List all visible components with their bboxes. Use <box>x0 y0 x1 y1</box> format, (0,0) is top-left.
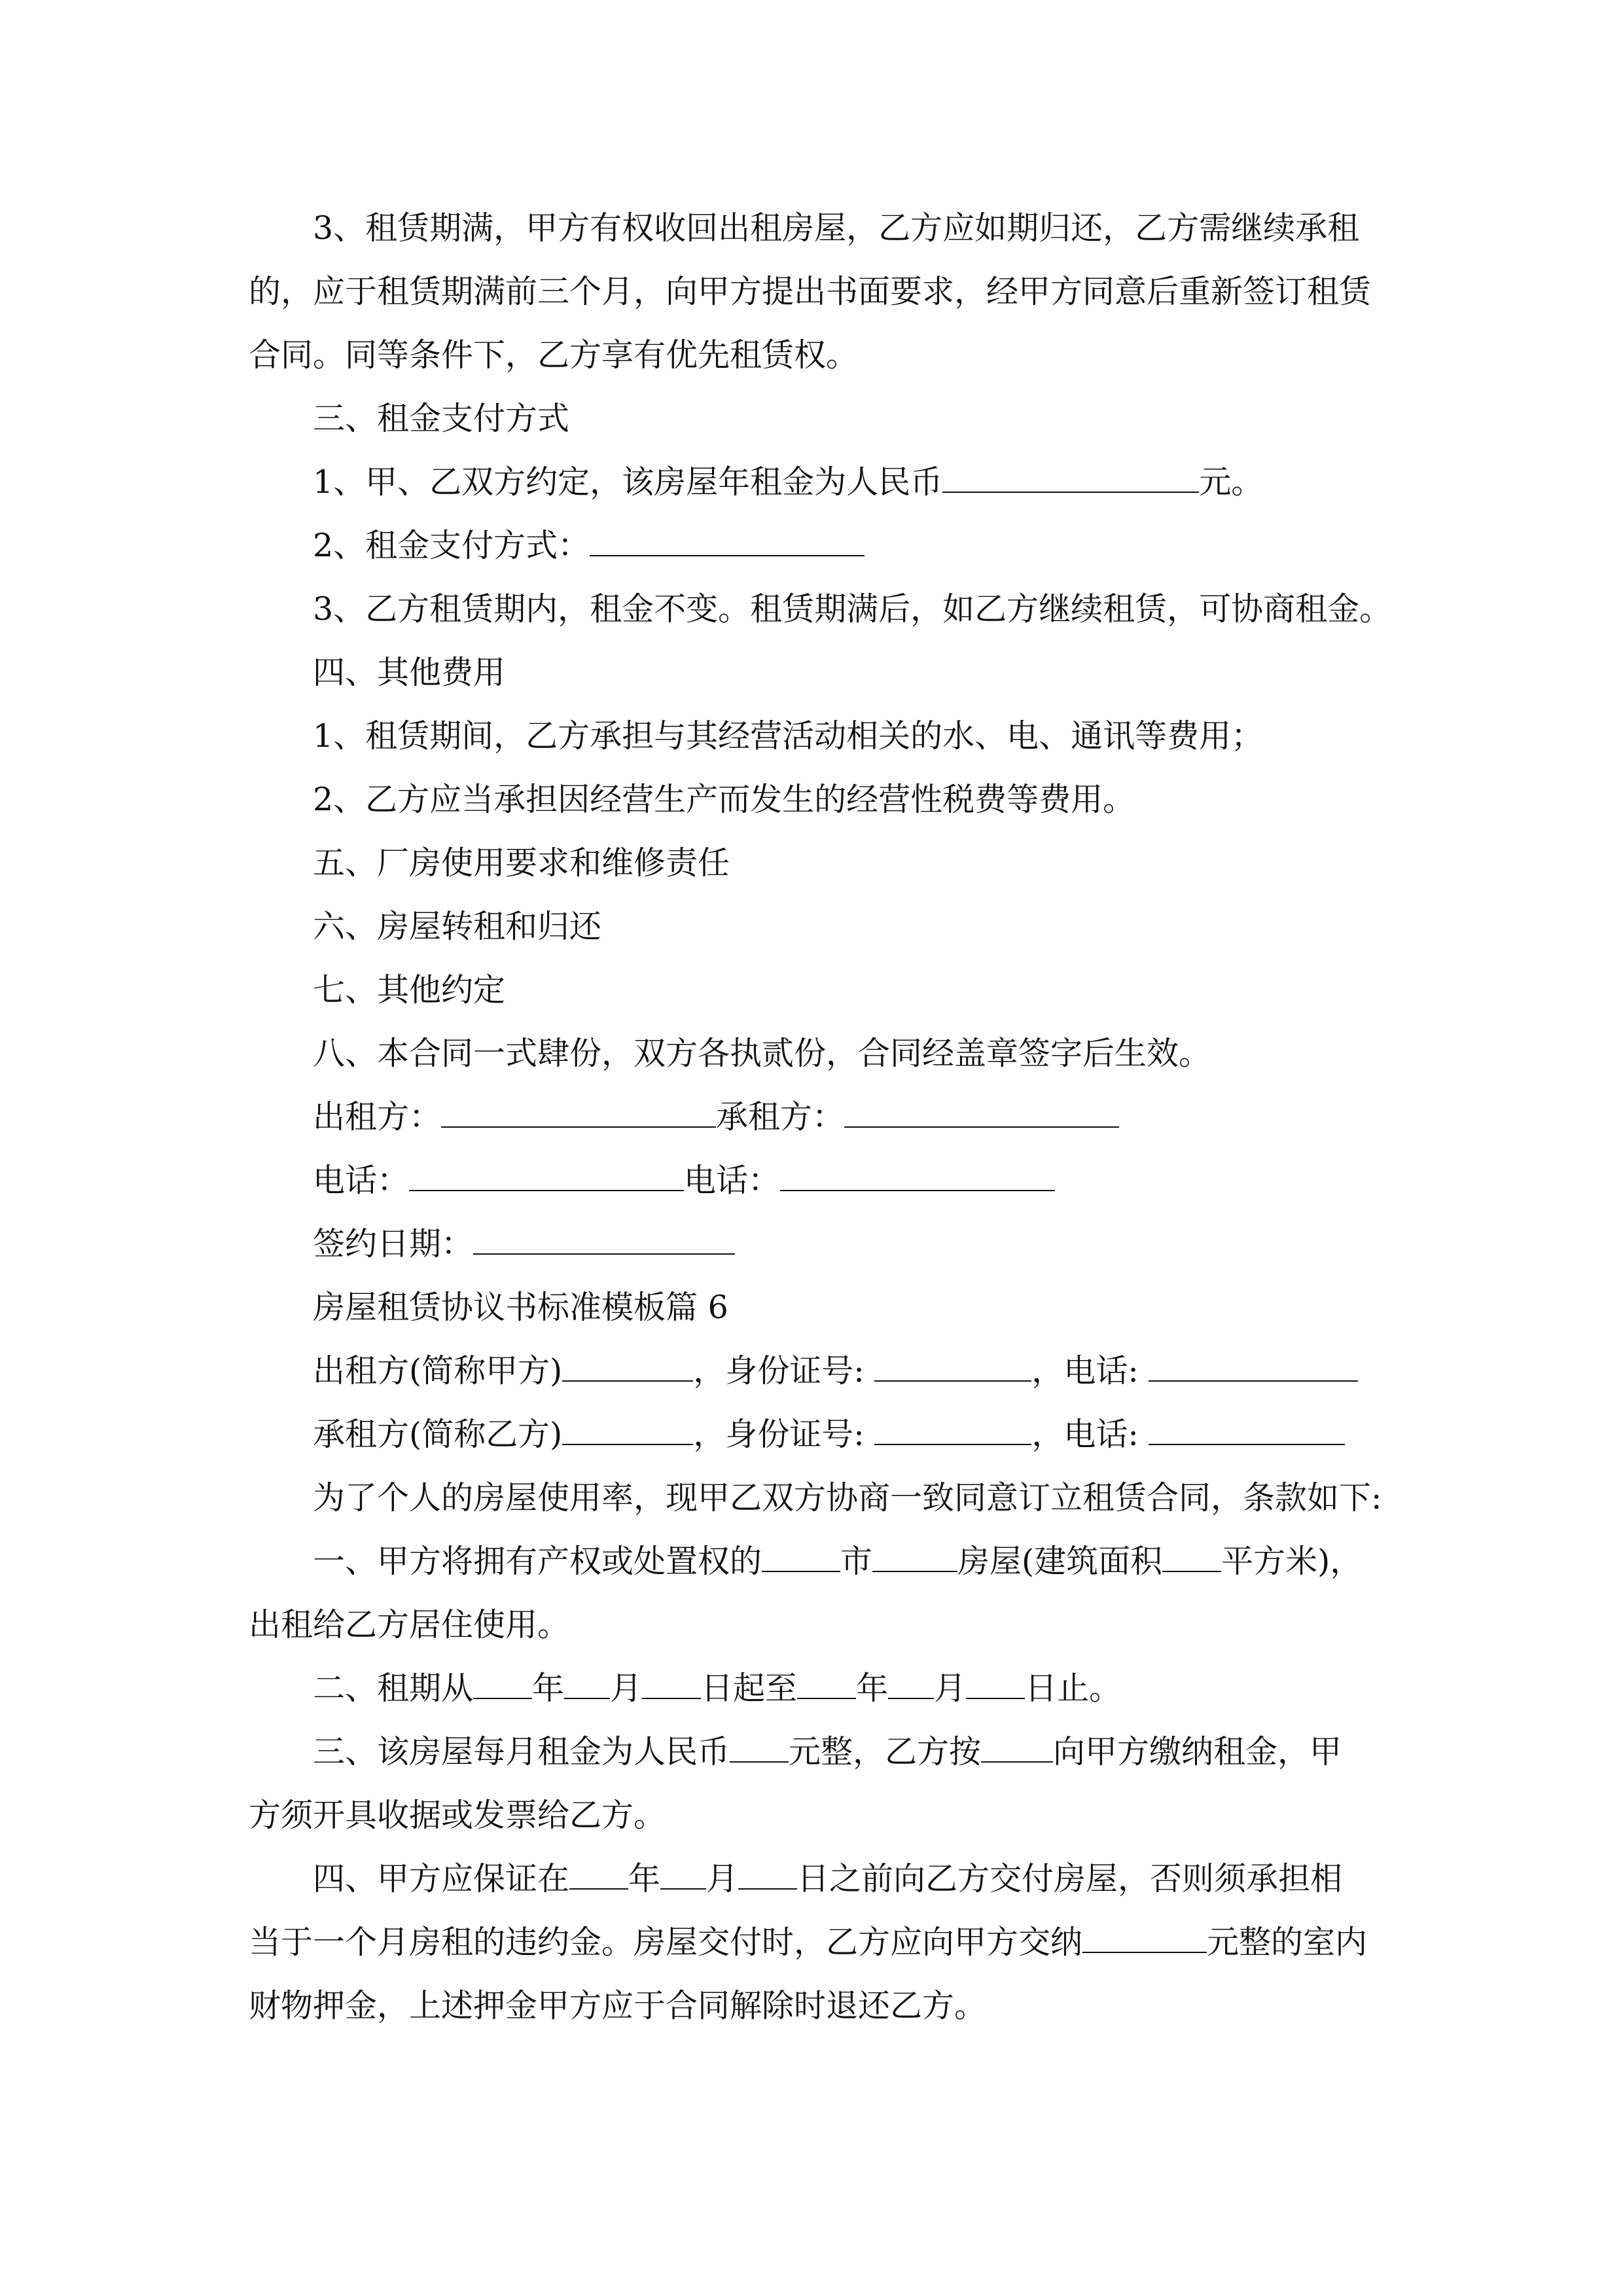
clause-4-text-c: 当于一个月房租的违约金。房屋交付时，乙方应向甲方交纳 <box>249 1924 1083 1961</box>
blank-lessor-phone[interactable] <box>409 1165 684 1191</box>
party-b-phone-label: ，电话: <box>1031 1416 1149 1453</box>
clause-3-line-3: 合同。同等条件下，乙方享有优先租赁权。 <box>249 336 859 374</box>
clause-4-line-2 <box>249 1910 1367 1974</box>
party-a-id-label: ，身份证号: <box>693 1352 875 1390</box>
section-6-heading: 六、房屋转租和归还 <box>313 908 602 945</box>
blank-end-month[interactable] <box>888 1673 934 1699</box>
signature-date <box>313 1212 735 1276</box>
delivery-year-label: 年 <box>628 1860 661 1897</box>
clause-1-line-2: 出租给乙方居住使用。 <box>249 1606 570 1643</box>
blank-monthly-rent[interactable] <box>730 1736 789 1763</box>
clause-1-line-1 <box>313 1530 1362 1593</box>
party-b-label: 承租方(简称乙方) <box>313 1416 563 1453</box>
delivery-month-label: 月 <box>706 1860 739 1897</box>
start-year-label: 年 <box>532 1670 565 1707</box>
blank-annual-rent[interactable] <box>942 467 1199 493</box>
blank-party-a-phone[interactable] <box>1149 1355 1358 1382</box>
fee-item-1: 1、租赁期间，乙方承担与其经营活动相关的水、电、通讯等费用； <box>313 717 1264 755</box>
blank-party-b-id[interactable] <box>874 1419 1031 1445</box>
clause-2-line <box>313 1657 1121 1720</box>
signature-parties <box>313 1085 1119 1149</box>
signature-phones <box>313 1149 1055 1212</box>
blank-city[interactable] <box>762 1546 840 1572</box>
lessor-label: 出租方： <box>313 1098 442 1136</box>
lessor-phone-label: 电话： <box>313 1162 410 1199</box>
clause-3-line-1: 3、租赁期满，甲方有权收回出租房屋，乙方应如期归还，乙方需继续承租 <box>313 209 1360 247</box>
blank-delivery-month[interactable] <box>660 1863 706 1890</box>
party-a-label: 出租方(简称甲方) <box>313 1352 563 1390</box>
blank-start-year[interactable] <box>473 1673 532 1699</box>
blank-party-b-name[interactable] <box>562 1419 693 1445</box>
clause-4-line-1 <box>313 1847 1342 1910</box>
start-month-label: 月 <box>610 1670 643 1707</box>
blank-deposit[interactable] <box>1082 1927 1207 1953</box>
clause-2-text-a: 二、租期从 <box>313 1670 474 1707</box>
blank-party-a-id[interactable] <box>874 1355 1031 1382</box>
clause-3-line-2: 的，应于租赁期满前三个月，向甲方提出书面要求，经甲方同意后重新签订租赁 <box>249 273 1372 310</box>
section-7-heading: 七、其他约定 <box>313 971 506 1009</box>
clause-2-text-b: 日起至 <box>701 1670 798 1707</box>
lessee-label: 承租方： <box>716 1098 845 1136</box>
clause-3-text-b: 元整，乙方按 <box>789 1733 982 1770</box>
blank-payment-method[interactable] <box>590 530 865 556</box>
blank-delivery-day[interactable] <box>738 1863 797 1890</box>
clause-1-text-c: 房屋(建筑面积 <box>957 1543 1163 1580</box>
end-month-label: 月 <box>934 1670 967 1707</box>
party-b-id-label: ，身份证号: <box>693 1416 875 1453</box>
party-a-line <box>313 1339 1358 1403</box>
blank-party-a-name[interactable] <box>562 1355 693 1382</box>
blank-start-day[interactable] <box>642 1673 701 1699</box>
clause-4-text-b: 日之前向乙方交付房屋，否则须承担相 <box>797 1860 1343 1897</box>
clause-4-line-3: 财物押金，上述押金甲方应于合同解除时退还乙方。 <box>249 1987 987 2024</box>
intro-line: 为了个人的房屋使用率，现甲乙双方协商一致同意订立租赁合同，条款如下: <box>313 1479 1382 1516</box>
section-5-heading: 五、厂房使用要求和维修责任 <box>313 844 730 882</box>
blank-sign-date[interactable] <box>473 1229 735 1255</box>
rent-item-3: 3、乙方租赁期内，租金不变。租赁期满后，如乙方继续租赁，可协商租金。 <box>313 590 1392 628</box>
blank-house[interactable] <box>872 1546 957 1572</box>
clause-3-line-2: 方须开具收据或发票给乙方。 <box>249 1797 666 1834</box>
sign-date-label: 签约日期： <box>313 1225 474 1263</box>
rent-item-2 <box>313 514 865 577</box>
fee-item-2: 2、乙方应当承担因经营生产而发生的经营性税费等费用。 <box>313 781 1135 818</box>
clause-3-text-c: 向甲方缴纳租金，甲 <box>1053 1733 1342 1770</box>
blank-party-b-phone[interactable] <box>1149 1419 1345 1445</box>
rent-item-1 <box>313 450 1263 514</box>
end-year-label: 年 <box>856 1670 889 1707</box>
clause-1-text-a: 一、甲方将拥有产权或处置权的 <box>313 1543 762 1580</box>
blank-start-month[interactable] <box>564 1673 610 1699</box>
clause-1-text-b: 市 <box>840 1543 873 1580</box>
clause-1-text-d: 平方米)， <box>1221 1543 1363 1580</box>
template-6-title: 房屋租赁协议书标准模板篇 6 <box>313 1289 728 1326</box>
blank-delivery-year[interactable] <box>569 1863 628 1890</box>
blank-end-year[interactable] <box>797 1673 856 1699</box>
section-8-heading: 八、本合同一式肆份，双方各执贰份，合同经盖章签字后生效。 <box>313 1035 1211 1072</box>
rent-item-1-unit: 元。 <box>1199 463 1264 501</box>
blank-lessee-signature[interactable] <box>844 1102 1119 1128</box>
blank-area[interactable] <box>1162 1546 1221 1572</box>
rent-item-2-text: 2、租金支付方式： <box>313 527 590 564</box>
clause-4-text-d: 元整的室内 <box>1207 1924 1368 1961</box>
party-a-phone-label: ，电话: <box>1031 1352 1149 1390</box>
blank-end-day[interactable] <box>966 1673 1025 1699</box>
blank-payment-period[interactable] <box>981 1736 1053 1763</box>
blank-lessor-signature[interactable] <box>441 1102 716 1128</box>
blank-lessee-phone[interactable] <box>780 1165 1055 1191</box>
section-rent-payment-heading: 三、租金支付方式 <box>313 400 570 437</box>
lessee-phone-label: 电话： <box>684 1162 781 1199</box>
clause-3-text-a: 三、该房屋每月租金为人民币 <box>313 1733 730 1770</box>
party-b-line <box>313 1403 1345 1466</box>
section-other-fees-heading: 四、其他费用 <box>313 654 506 691</box>
clause-4-text-a: 四、甲方应保证在 <box>313 1860 570 1897</box>
clause-2-text-c: 日止。 <box>1025 1670 1122 1707</box>
clause-3-line-1 <box>313 1720 1342 1784</box>
rent-item-1-text: 1、甲、乙双方约定，该房屋年租金为人民币 <box>313 463 943 501</box>
